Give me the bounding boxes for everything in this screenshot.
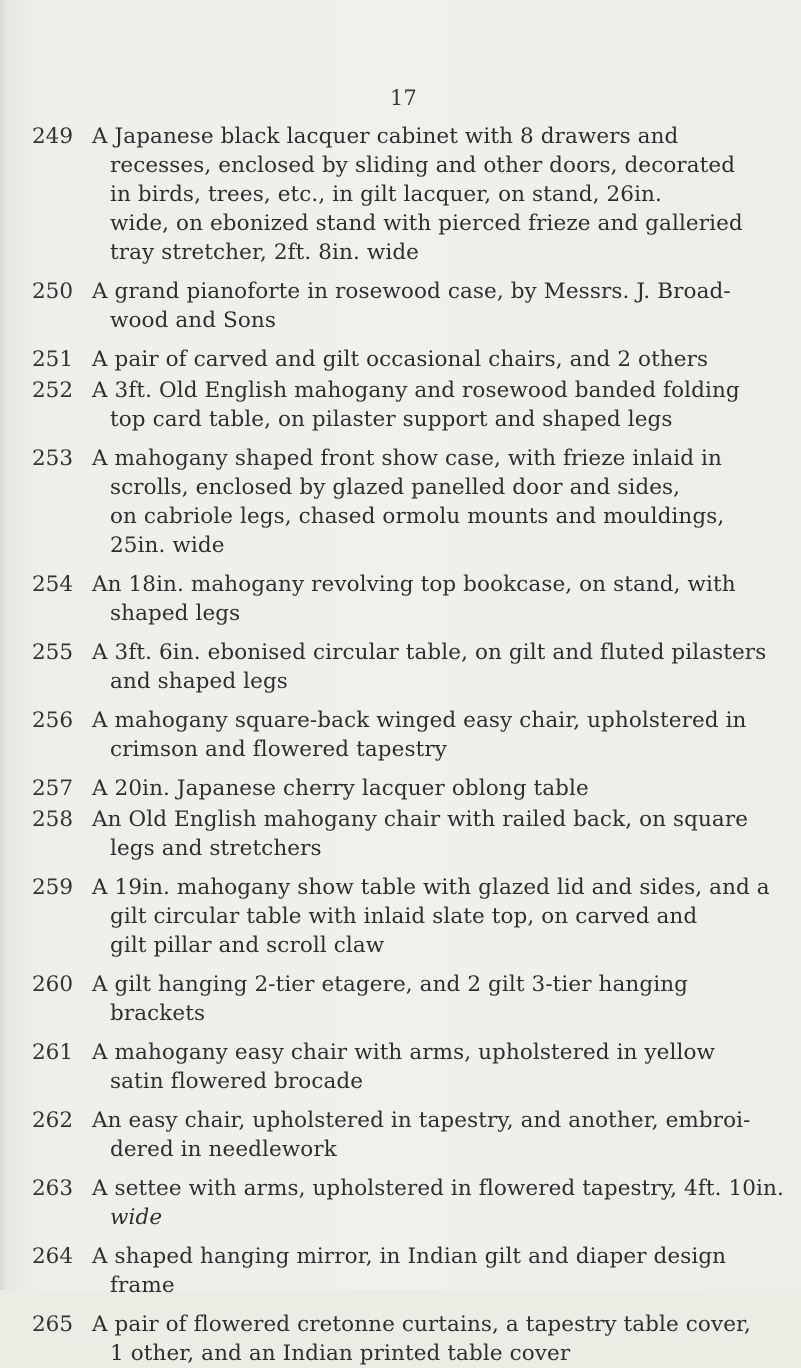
description-line: and shaped legs xyxy=(110,669,288,694)
lot-254 xyxy=(32,570,792,628)
lot-number: 250 xyxy=(32,279,74,304)
lot-number: 253 xyxy=(32,446,74,471)
description-line: in birds, trees, etc., in gilt lacquer, on stand, 26in. xyxy=(110,182,662,207)
lot-252 xyxy=(32,376,792,434)
description-line: wood and Sons xyxy=(110,308,277,333)
description-line: shaped legs xyxy=(110,601,241,626)
description-line: A 20in. Japanese cherry lacquer oblong table xyxy=(92,776,589,801)
lot-263 xyxy=(32,1174,792,1232)
lot-list xyxy=(32,122,792,1368)
description-line: satin flowered brocade xyxy=(110,1069,364,1094)
lot-description xyxy=(92,345,792,374)
lot-number: 265 xyxy=(32,1312,74,1337)
lot-250 xyxy=(32,277,792,335)
lot-description xyxy=(92,805,792,863)
description-line: A mahogany shaped front show case, with frieze inlaid in xyxy=(92,446,722,471)
lot-257 xyxy=(32,774,792,803)
lot-261 xyxy=(32,1038,792,1096)
description-line: An easy chair, upholstered in tapestry, and another, embroi- xyxy=(92,1108,751,1133)
lot-number: 252 xyxy=(32,378,74,403)
description-line: A 19in. mahogany show table with glazed lid and sides, and a xyxy=(92,875,770,900)
description-line: legs and stretchers xyxy=(110,836,322,861)
lot-251 xyxy=(32,345,792,374)
description-line: A pair of carved and gilt occasional chairs, and 2 others xyxy=(92,347,709,372)
lot-number: 259 xyxy=(32,875,74,900)
description-line: A 3ft. 6in. ebonised circular table, on gilt and fluted pilasters xyxy=(92,640,767,665)
lot-number: 258 xyxy=(32,807,74,832)
lot-description xyxy=(92,1174,792,1232)
lot-description xyxy=(92,444,792,560)
lot-265 xyxy=(32,1310,792,1368)
description-line: tray stretcher, 2ft. 8in. wide xyxy=(110,240,420,265)
description-line: A gilt hanging 2-tier etagere, and 2 gilt 3-tier hanging xyxy=(92,972,688,997)
lot-number: 254 xyxy=(32,572,74,597)
lot-number: 261 xyxy=(32,1040,74,1065)
lot-number: 262 xyxy=(32,1108,74,1133)
lot-number: 257 xyxy=(32,776,74,801)
lot-number: 264 xyxy=(32,1244,74,1269)
description-line: A mahogany easy chair with arms, upholstered in yellow xyxy=(92,1040,715,1065)
description-line: 1 other, and an Indian printed table cover xyxy=(110,1341,571,1366)
description-line: on cabriole legs, chased ormolu mounts and mouldings, xyxy=(110,504,725,529)
description-line: wide xyxy=(110,1205,163,1230)
description-line: A settee with arms, upholstered in flowered tapestry, 4ft. 10in. xyxy=(92,1176,784,1201)
lot-description xyxy=(92,1106,792,1164)
lot-description xyxy=(92,122,792,267)
page-edge-shadow xyxy=(0,0,6,1290)
description-line: dered in needlework xyxy=(110,1137,337,1162)
description-line: A grand pianoforte in rosewood case, by Messrs. J. Broad- xyxy=(92,279,731,304)
description-line: An Old English mahogany chair with railed back, on square xyxy=(92,807,749,832)
lot-description xyxy=(92,873,792,960)
description-line: frame xyxy=(110,1273,175,1298)
lot-262 xyxy=(32,1106,792,1164)
lot-description xyxy=(92,376,792,434)
lot-number: 256 xyxy=(32,708,74,733)
lot-260 xyxy=(32,970,792,1028)
lot-description xyxy=(92,638,792,696)
lot-description xyxy=(92,970,792,1028)
description-line: scrolls, enclosed by glazed panelled door and sides, xyxy=(110,475,681,500)
lot-249 xyxy=(32,122,792,267)
lot-number: 260 xyxy=(32,972,74,997)
description-line: An 18in. mahogany revolving top bookcase, on stand, with xyxy=(92,572,736,597)
lot-253 xyxy=(32,444,792,560)
lot-255 xyxy=(32,638,792,696)
description-line: gilt circular table with inlaid slate top, on carved and xyxy=(110,904,698,929)
lot-description xyxy=(92,1310,792,1368)
description-line: A mahogany square-back winged easy chair, upholstered in xyxy=(92,708,747,733)
lot-number: 249 xyxy=(32,124,74,149)
description-line: A pair of flowered cretonne curtains, a tapestry table cover, xyxy=(92,1312,751,1337)
lot-number: 263 xyxy=(32,1176,74,1201)
description-line: A shaped hanging mirror, in Indian gilt and diaper design xyxy=(92,1244,727,1269)
description-line: crimson and flowered tapestry xyxy=(110,737,447,762)
description-line: A 3ft. Old English mahogany and rosewood banded folding xyxy=(92,378,740,403)
lot-259 xyxy=(32,873,792,960)
description-line: wide, on ebonized stand with pierced frieze and galleried xyxy=(110,211,743,236)
lot-number: 255 xyxy=(32,640,74,665)
description-line: recesses, enclosed by sliding and other doors, decorated xyxy=(110,153,736,178)
lot-description xyxy=(92,1038,792,1096)
lot-256 xyxy=(32,706,792,764)
lot-description xyxy=(92,706,792,764)
lot-description xyxy=(92,1242,792,1300)
lot-264 xyxy=(32,1242,792,1300)
lot-258 xyxy=(32,805,792,863)
lot-description xyxy=(92,570,792,628)
description-line: brackets xyxy=(110,1001,206,1026)
lot-description xyxy=(92,774,792,803)
page-number: 17 xyxy=(390,86,417,110)
description-line: gilt pillar and scroll claw xyxy=(110,933,385,958)
description-line: A Japanese black lacquer cabinet with 8 drawers and xyxy=(92,124,679,149)
description-line: top card table, on pilaster support and shaped legs xyxy=(110,407,673,432)
lot-description xyxy=(92,277,792,335)
lot-number: 251 xyxy=(32,347,74,372)
description-line: 25in. wide xyxy=(110,533,225,558)
